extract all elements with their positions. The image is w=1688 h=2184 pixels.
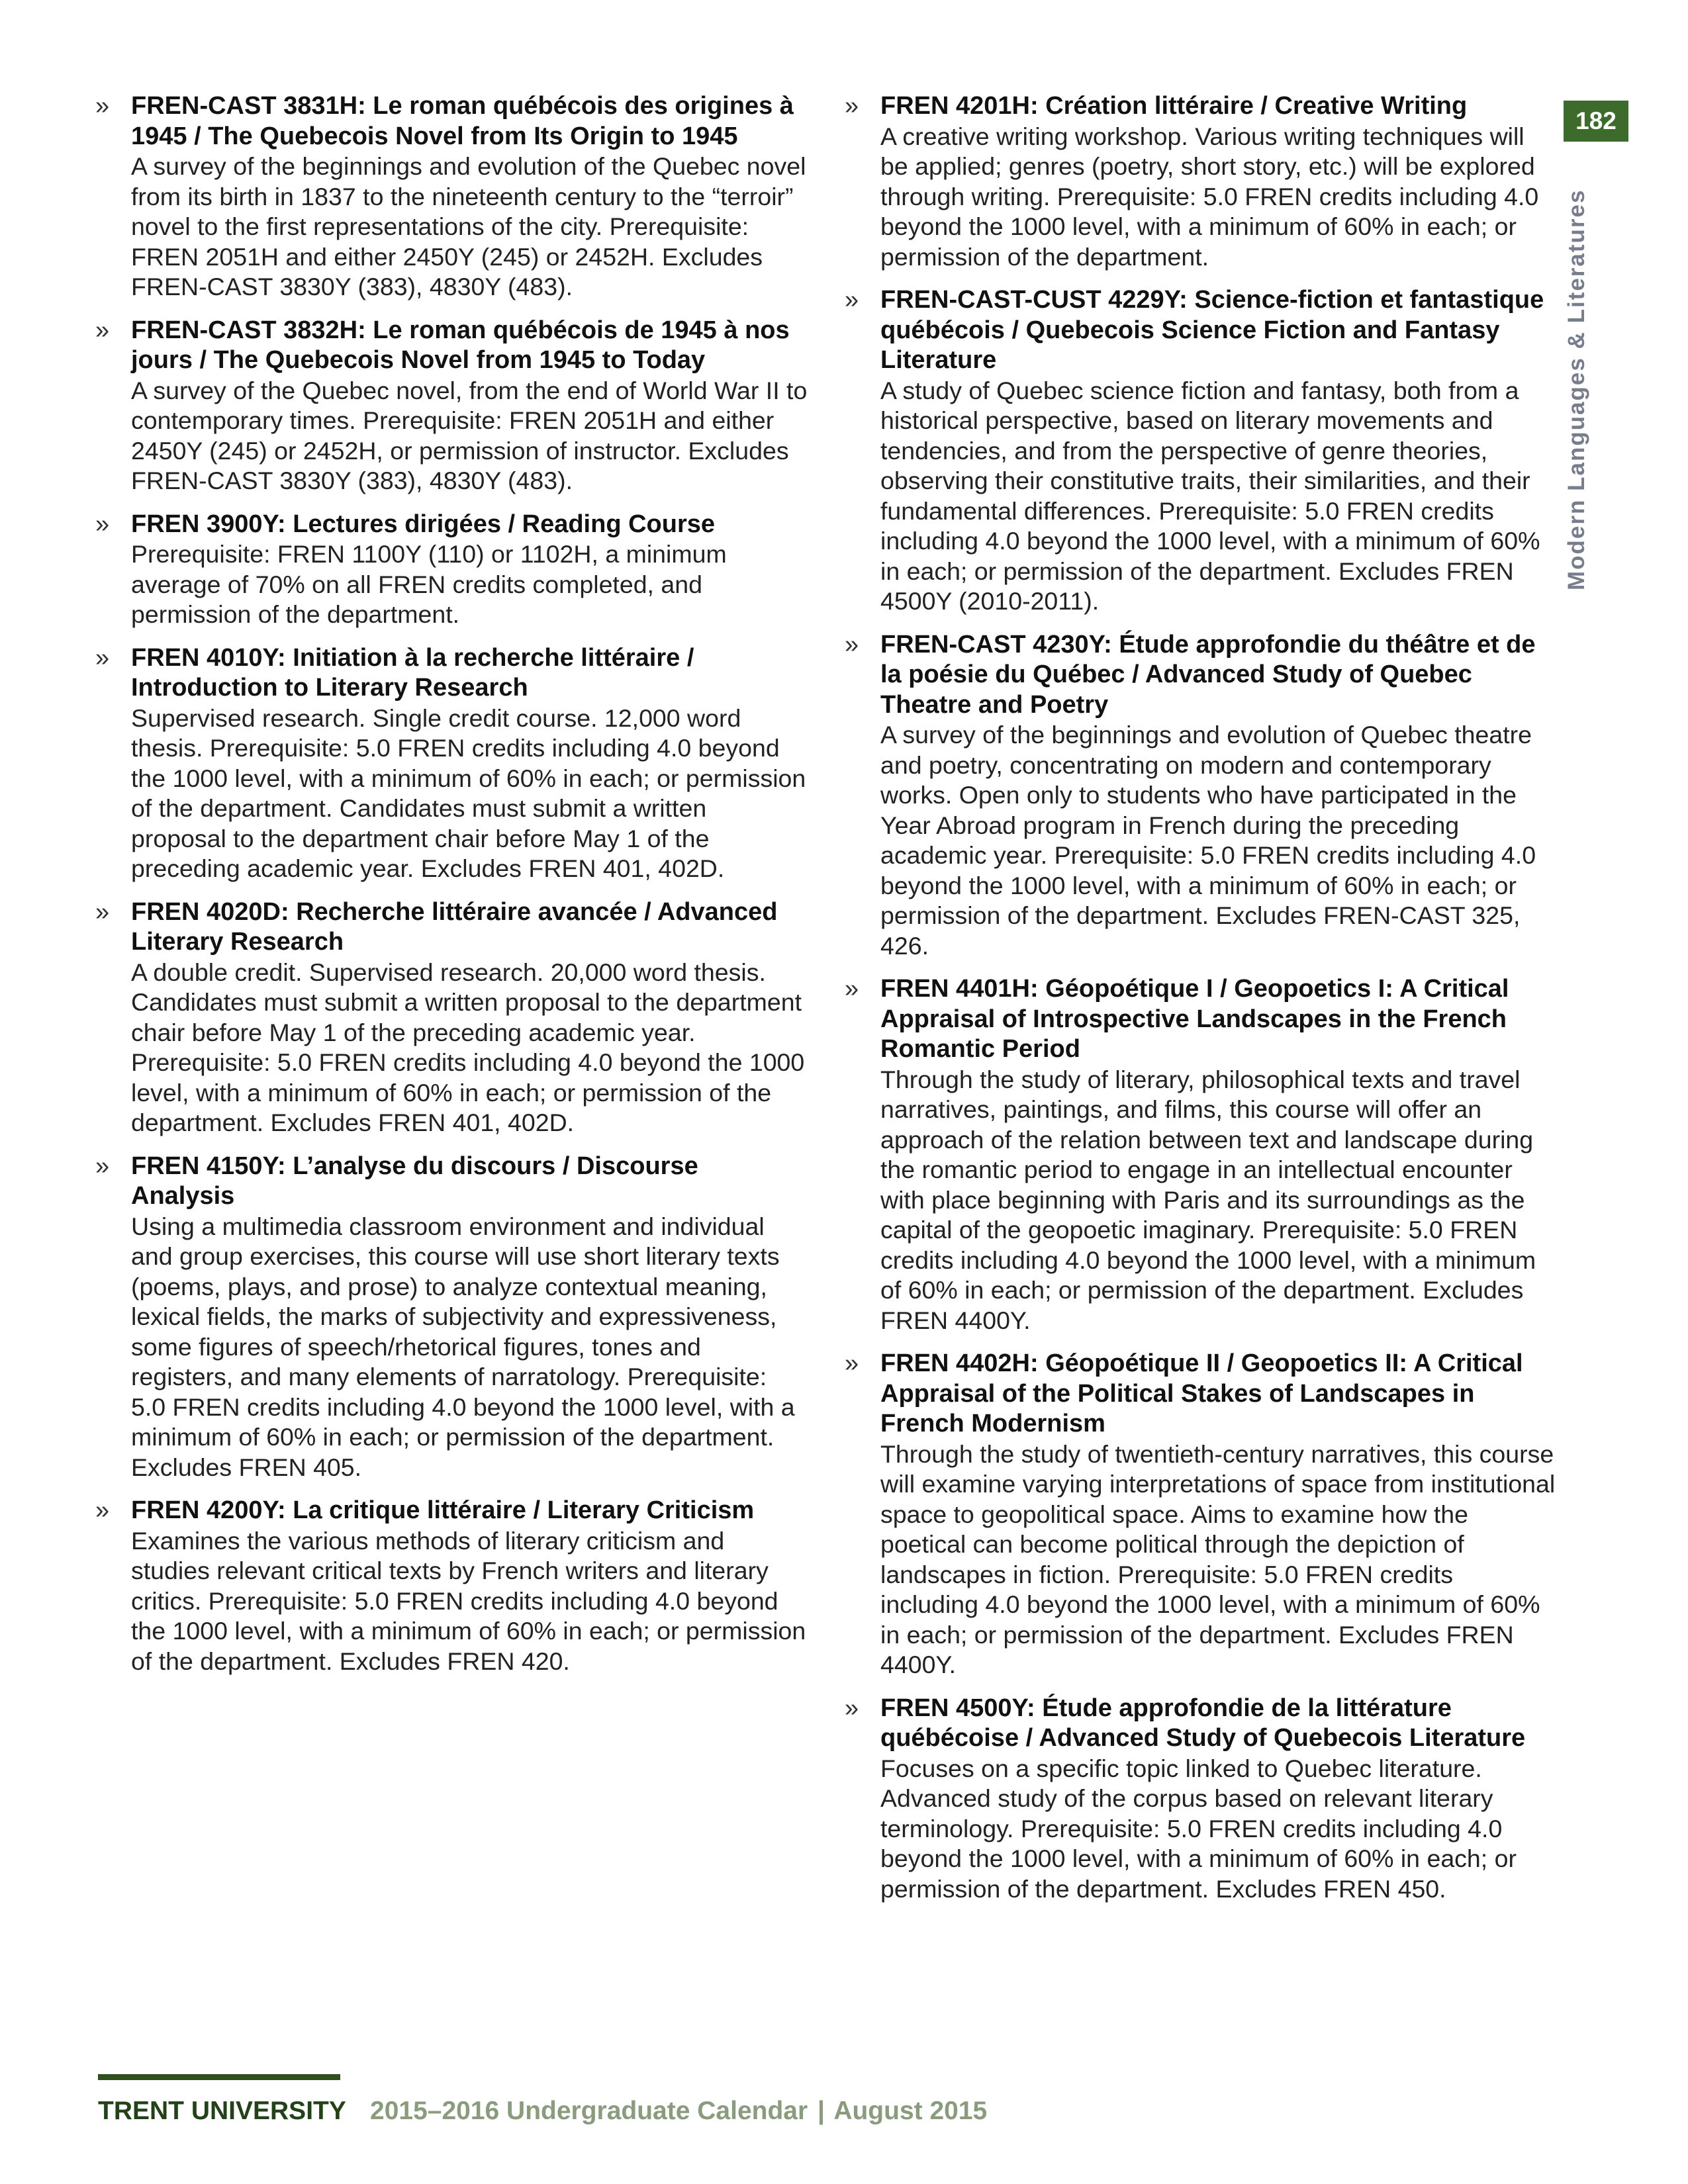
course-description: A survey of the Quebec novel, from the end of World War II to contemporary times. Prerequisite: FREN 2051H and either 2450Y (245) or 2452H, or permission of instructor. Excludes FREN-CAST 3830Y (383), 4830Y (483).	[131, 376, 808, 494]
course-description: Examines the various methods of literary criticism and studies relevant critical texts by French writers and literary critics. Prerequisite: 5.0 FREN credits including 4.0 beyond the 1000 level, with a minimum of 60% in each; or permission of the department. Excludes FREN 420.	[131, 1526, 806, 1675]
course-title: FREN 4020D: Recherche littéraire avancée / Advanced Literary Research	[131, 897, 778, 956]
bullet-marker: »	[845, 975, 859, 1003]
page-number: 182	[1564, 101, 1628, 142]
course-title: FREN-CAST-CUST 4229Y: Science-fiction et fantastique québécois / Quebecois Science Fiction and Fantasy Literature	[880, 286, 1544, 374]
course-entry	[842, 974, 1557, 1336]
bullet-marker: »	[845, 630, 859, 659]
footer-separator: |	[818, 2097, 825, 2125]
course-entry	[842, 91, 1557, 272]
course-description: Supervised research. Single credit course. 12,000 word thesis. Prerequisite: 5.0 FREN credits including 4.0 beyond the 1000 level, with a minimum of 60% in each; or permission of the department. Candidates must submit a written proposal to the department chair before May 1 of the preceding academic year. Excludes FREN 401, 402D.	[131, 704, 806, 882]
footer	[98, 2097, 987, 2126]
bullet-marker: »	[95, 316, 110, 344]
bullet-marker: »	[95, 1152, 110, 1180]
course-entry	[93, 643, 808, 884]
bullet-marker: »	[95, 897, 110, 926]
course-title: FREN-CAST 3832H: Le roman québécois de 1945 à nos jours / The Quebecois Novel from 1945 to Today	[131, 316, 790, 374]
footer-date: August 2015	[833, 2097, 988, 2125]
course-title: FREN 4200Y: La critique littéraire / Literary Criticism	[131, 1496, 755, 1524]
course-entry	[93, 316, 808, 496]
right-column	[842, 91, 1557, 1917]
course-entry	[93, 91, 808, 302]
course-title: FREN-CAST 4230Y: Étude approfondie du théâtre et de la poésie du Québec / Advanced Study of Quebec Theatre and Poetry	[880, 630, 1536, 719]
section-label: Modern Languages & Literatures	[1564, 189, 1589, 590]
course-description: Through the study of literary, philosophical texts and travel narratives, paintings, and films, this course will offer an approach of the relation between text and landscape during the romantic period to engage in an intellectual encounter with place beginning with Paris and its surroundings as the capital of the geopoetic imaginary. Prerequisite: 5.0 FREN credits including 4.0 beyond the 1000 level, with a minimum of 60% in each; or permission of the department. Excludes FREN 4400Y.	[880, 1065, 1536, 1334]
course-description: A creative writing workshop. Various writing techniques will be applied; genres (poetry, short story, etc.) will be explored through writing. Prerequisite: 5.0 FREN credits including 4.0 beyond the 1000 level, with a minimum of 60% in each; or permission of the department.	[880, 122, 1539, 271]
course-title: FREN 4201H: Création littéraire / Creative Writing	[880, 92, 1468, 120]
course-title: FREN 4150Y: L’analyse du discours / Discourse Analysis	[131, 1152, 698, 1210]
course-title: FREN 4010Y: Initiation à la recherche littéraire / Introduction to Literary Research	[131, 643, 694, 702]
course-entry	[93, 1496, 808, 1676]
course-title: FREN 4500Y: Étude approfondie de la littérature québécoise / Advanced Study of Quebecois Literature	[880, 1694, 1526, 1752]
bullet-marker: »	[845, 286, 859, 314]
course-title: FREN 4402H: Géopoétique II / Geopoetics II: A Critical Appraisal of the Political Stakes of Landscapes in French Modernism	[880, 1349, 1523, 1437]
bullet-marker: »	[95, 1496, 110, 1524]
bullet-marker: »	[95, 92, 110, 120]
course-entry	[842, 630, 1557, 962]
course-entry	[842, 1694, 1557, 1905]
course-description: Prerequisite: FREN 1100Y (110) or 1102H, a minimum average of 70% on all FREN credits completed, and permission of the department.	[131, 540, 727, 628]
course-entry	[842, 285, 1557, 617]
footer-calendar: 2015–2016 Undergraduate Calendar	[370, 2097, 808, 2125]
left-column	[93, 91, 808, 1690]
course-description: A survey of the beginnings and evolution of Quebec theatre and poetry, concentrating on modern and contemporary works. Open only to students who have participated in the Year Abroad program in French during the preceding academic year. Prerequisite: 5.0 FREN credits including 4.0 beyond the 1000 level, with a minimum of 60% in each; or permission of the department. Excludes FREN-CAST 325, 426.	[880, 721, 1536, 960]
course-description: Focuses on a specific topic linked to Quebec literature. Advanced study of the corpus based on relevant literary terminology. Prerequisite: 5.0 FREN credits including 4.0 beyond the 1000 level, with a minimum of 60% in each; or permission of the department. Excludes FREN 450.	[880, 1754, 1517, 1903]
footer-university: TRENT UNIVERSITY	[98, 2097, 346, 2125]
bullet-marker: »	[845, 1694, 859, 1722]
course-entry	[93, 897, 808, 1138]
course-title: FREN 3900Y: Lectures dirigées / Reading Course	[131, 510, 716, 538]
bullet-marker: »	[845, 1349, 859, 1377]
bullet-marker: »	[95, 510, 110, 538]
course-entry	[842, 1349, 1557, 1680]
bullet-marker: »	[95, 643, 110, 672]
course-description: A double credit. Supervised research. 20,000 word thesis. Candidates must submit a written proposal to the department chair before May 1 of the preceding academic year. Prerequisite: 5.0 FREN credits including 4.0 beyond the 1000 level, with a minimum of 60% in each; or permission of the department. Excludes FREN 401, 402D.	[131, 958, 805, 1136]
bullet-marker: »	[845, 92, 859, 120]
course-description: Using a multimedia classroom environment and individual and group exercises, this course will use short literary texts (poems, plays, and prose) to analyze contextual meaning, lexical fields, the marks of subjectivity and expressiveness, some figures of speech/rhetorical figures, tones and registers, and many elements of narratology. Prerequisite: 5.0 FREN credits including 4.0 beyond the 1000 level, with a minimum of 60% in each; or permission of the department. Excludes FREN 405.	[131, 1212, 795, 1481]
footer-divider	[98, 2074, 340, 2080]
course-title: FREN 4401H: Géopoétique I / Geopoetics I: A Critical Appraisal of Introspective Landscapes in the French Romantic Period	[880, 975, 1509, 1063]
course-description: A study of Quebec science fiction and fantasy, both from a historical perspective, based on literary movements and tendencies, and from the perspective of genre theories, observing their constitutive traits, their similarities, and their fundamental differences. Prerequisite: 5.0 FREN credits including 4.0 beyond the 1000 level, with a minimum of 60% in each; or permission of the department. Excludes FREN 4500Y (2010-2011).	[880, 376, 1540, 615]
course-entry	[93, 510, 808, 630]
course-description: A survey of the beginnings and evolution of the Quebec novel from its birth in 1837 to the nineteenth century to the “terroir” novel to the first representations of the city. Prerequisite: FREN 2051H and either 2450Y (245) or 2452H. Excludes FREN-CAST 3830Y (383), 4830Y (483).	[131, 152, 806, 300]
course-title: FREN-CAST 3831H: Le roman québécois des origines à 1945 / The Quebecois Novel from Its Origin to 1945	[131, 92, 794, 150]
course-entry	[93, 1152, 808, 1483]
course-description: Through the study of twentieth-century narratives, this course will examine varying interpretations of space from institutional space to geopolitical space. Aims to examine how the poetical can become political through the depiction of landscapes in fiction. Prerequisite: 5.0 FREN credits including 4.0 beyond the 1000 level, with a minimum of 60% in each; or permission of the department. Excludes FREN 4400Y.	[880, 1439, 1556, 1678]
